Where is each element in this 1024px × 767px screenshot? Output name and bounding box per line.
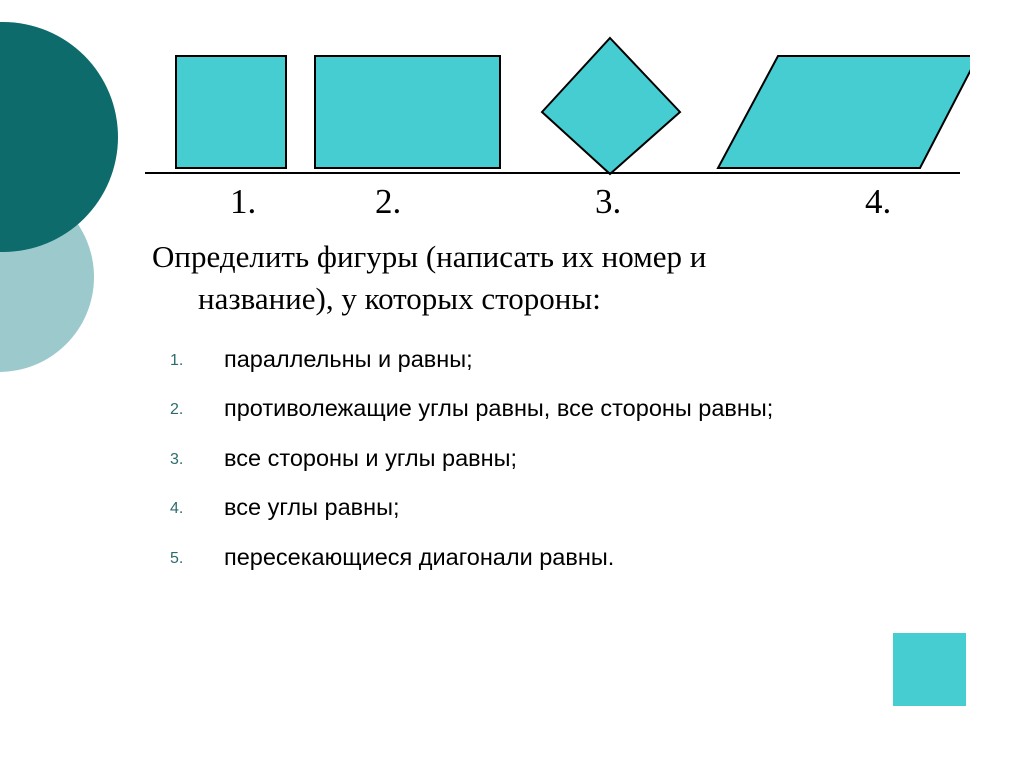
figure-label-3: 3. (595, 182, 622, 221)
list-item-number: 3. (170, 450, 184, 468)
list-item-text: все углы равны; (224, 494, 400, 521)
list-item-text: противолежащие углы равны, все стороны равны; (224, 395, 774, 422)
list-item-text: параллельны и равны; (224, 346, 473, 372)
figure-label-2: 2. (375, 182, 402, 221)
list-item (152, 542, 892, 573)
requirements-list (152, 344, 892, 591)
figure-square (176, 56, 286, 168)
decorative-circle-dark (0, 22, 118, 252)
figure-label-1: 1. (230, 182, 257, 221)
list-item-text: все стороны и углы равны; (224, 444, 518, 471)
figures-row (140, 22, 970, 177)
list-item-number: 1. (170, 352, 184, 369)
figure-rectangle (315, 56, 500, 168)
figure-label-4: 4. (865, 182, 892, 221)
list-item-number: 5. (170, 549, 184, 567)
question-line-1: Определить фигуры (написать их номер и (152, 239, 707, 274)
question-line-2: название), у которых стороны: (198, 281, 601, 317)
list-item-number: 4. (170, 500, 184, 518)
figure-parallelogram (718, 56, 970, 168)
list-item (152, 393, 892, 424)
list-item (152, 492, 892, 523)
decorative-square (893, 633, 966, 706)
figures-baseline (145, 172, 960, 174)
list-item-text: пересекающиеся диагонали равны. (224, 543, 615, 570)
list-item (152, 344, 892, 375)
list-item-number: 2. (170, 401, 184, 419)
figure-rhombus (542, 38, 680, 174)
figure-labels (150, 182, 970, 226)
list-item (152, 443, 892, 474)
question-heading (152, 236, 852, 321)
